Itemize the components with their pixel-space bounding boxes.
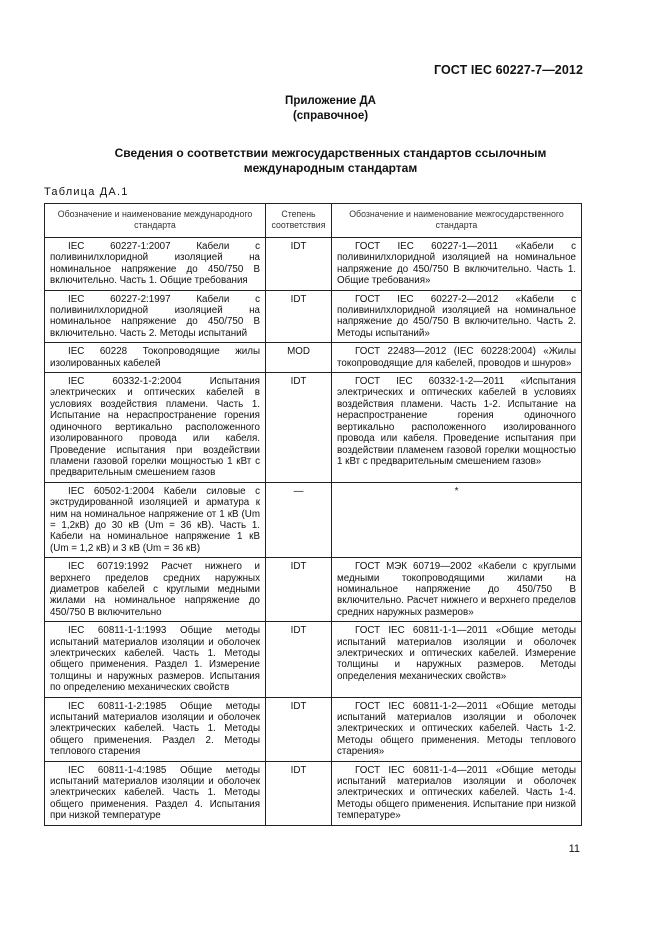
international-standard-cell: IEC 60719:1992 Расчет нижнего и верхнего пределов средних наружных диаметров кабелей с круглыми медными жилами на номинальное напряжение до 450/750 В включительно: [45, 558, 266, 622]
degree-cell: IDT: [266, 697, 332, 761]
degree-cell: IDT: [266, 238, 332, 291]
interstate-standard-cell: ГОСТ IEC 60811-1-1—2011 «Общие методы испытаний материалов изоляции и оболочек электрических и оптических кабелей. Измерение толщины и наружных размеров. Методы определения механических свойств»: [332, 622, 582, 697]
interstate-standard-cell: ГОСТ IEC 60227-2—2012 «Кабели с поливинилхлоридной изоляцией на номинальное напряжение до 450/750 В включительно. Часть 2. Методы испытаний»: [332, 290, 582, 343]
degree-cell: IDT: [266, 558, 332, 622]
international-standard-cell: IEC 60811-1-2:1985 Общие методы испытаний материалов изоляции и оболочек электрических кабелей. Часть 1. Методы общего применения. Раздел 2. Методы теплового старения: [45, 697, 266, 761]
degree-cell: —: [266, 482, 332, 557]
interstate-standard-cell: ГОСТ IEC 60332-1-2—2011 «Испытания электрических и оптических кабелей в условиях воздействия пламени. Часть 1-2. Испытание на нераспространение горения одиночного вертикально расположенного изолированного провода или кабеля. Проведение испытания при воздействии пламенем газовой горелки мощностью 1 кВт с предварительным смешением газов»: [332, 373, 582, 483]
table-row: [45, 373, 582, 483]
table-row: [45, 622, 582, 697]
header-degree: Степень соответствия: [266, 204, 332, 238]
table-row: [45, 343, 582, 373]
appendix-title: Приложение ДА: [285, 95, 376, 107]
table-row: [45, 558, 582, 622]
table-row: [45, 290, 582, 343]
interstate-standard-cell: ГОСТ IEC 60811-1-4—2011 «Общие методы испытаний материалов изоляции и оболочек электрических и оптических кабелей. Часть 1-4. Методы общего применения. Испытание при низкой температуре»: [332, 761, 582, 825]
international-standard-cell: IEC 60332-1-2:2004 Испытания электрических и оптических кабелей в условиях воздействия пламени. Часть 1. Испытание на нераспространение горения одиночного вертикально расположенного изолированного провода или кабеля. Проведение испытания при воздействии пламени газовой горелки мощностью 1 кВт с предварительным смешением газов: [45, 373, 266, 483]
header-international-standard: Обозначение и наименование международного стандарта: [45, 204, 266, 238]
interstate-standard-cell: ГОСТ IEC 60227-1—2011 «Кабели с поливинилхлоридной изоляцией на номинальное напряжение до 450/750 В включительно. Часть 1. Общие требования»: [332, 238, 582, 291]
degree-cell: IDT: [266, 622, 332, 697]
interstate-standard-cell: ГОСТ МЭК 60719—2002 «Кабели с круглыми медными токопроводящими жилами на номинальное напряжение до 450/750 В включительно. Расчет нижнего и верхнего пределов средних наружных размеров»: [332, 558, 582, 622]
interstate-standard-cell: ГОСТ IEC 60811-1-2—2011 «Общие методы испытаний материалов изоляции и оболочек электрических и оптических кабелей. Часть 1-2. Методы общего применения. Методы теплового старения»: [332, 697, 582, 761]
table-label: Таблица ДА.1: [44, 186, 129, 198]
international-standard-cell: IEC 60227-2:1997 Кабели с поливинилхлоридной изоляцией на номинальное напряжение до 450/750 В включительно. Часть 2. Методы испытаний: [45, 290, 266, 343]
international-standard-cell: IEC 60811-1-1:1993 Общие методы испытаний материалов изоляции и оболочек электрических кабелей. Часть 1. Методы общего применения. Раздел 1. Измерение толщины и наружных размеров. Испытания по определению механических свойств: [45, 622, 266, 697]
table-row: [45, 761, 582, 825]
degree-cell: MOD: [266, 343, 332, 373]
appendix-heading: [0, 94, 661, 124]
international-standard-cell: IEC 60502-1:2004 Кабели силовые с экструдированной изоляцией и арматура к ним на номинальное напряжение от 1 кВ (Um = 1,2кВ) до 30 кВ (Um = 36 кВ). Часть 1. Кабели на номинальное напряжение 1 кВ (Um = 1,2 кВ) и 3 кВ (Um = 36 кВ): [45, 482, 266, 557]
section-title-line-2: международным стандартам: [243, 161, 418, 175]
table-row: [45, 697, 582, 761]
international-standard-cell: IEC 60228 Токопроводящие жилы изолированных кабелей: [45, 343, 266, 373]
table-header-row: [45, 204, 582, 238]
degree-cell: IDT: [266, 373, 332, 483]
degree-cell: IDT: [266, 290, 332, 343]
international-standard-cell: IEC 60811-1-4:1985 Общие методы испытаний материалов изоляции и оболочек электрических кабелей. Часть 1. Методы общего применения. Раздел 4. Испытания при низкой температуре: [45, 761, 266, 825]
section-title: [60, 146, 601, 176]
table-row: [45, 482, 582, 557]
page-number: 11: [568, 843, 580, 855]
correspondence-table: [44, 203, 582, 826]
section-title-line-1: Сведения о соответствии межгосударственных стандартов ссылочным: [114, 146, 547, 160]
degree-cell: IDT: [266, 761, 332, 825]
standard-code: ГОСТ IEC 60227-7—2012: [433, 63, 583, 77]
appendix-subtitle: (справочное): [292, 110, 369, 122]
international-standard-cell: IEC 60227-1:2007 Кабели с поливинилхлоридной изоляцией на номинальное напряжение до 450/750 В включительно. Часть 1. Общие требования: [45, 238, 266, 291]
table-row: [45, 238, 582, 291]
header-interstate-standard: Обозначение и наименование межгосударственного стандарта: [332, 204, 582, 238]
interstate-standard-cell: *: [332, 482, 582, 557]
interstate-standard-cell: ГОСТ 22483—2012 (IEC 60228:2004) «Жилы токопроводящие для кабелей, проводов и шнуров»: [332, 343, 582, 373]
